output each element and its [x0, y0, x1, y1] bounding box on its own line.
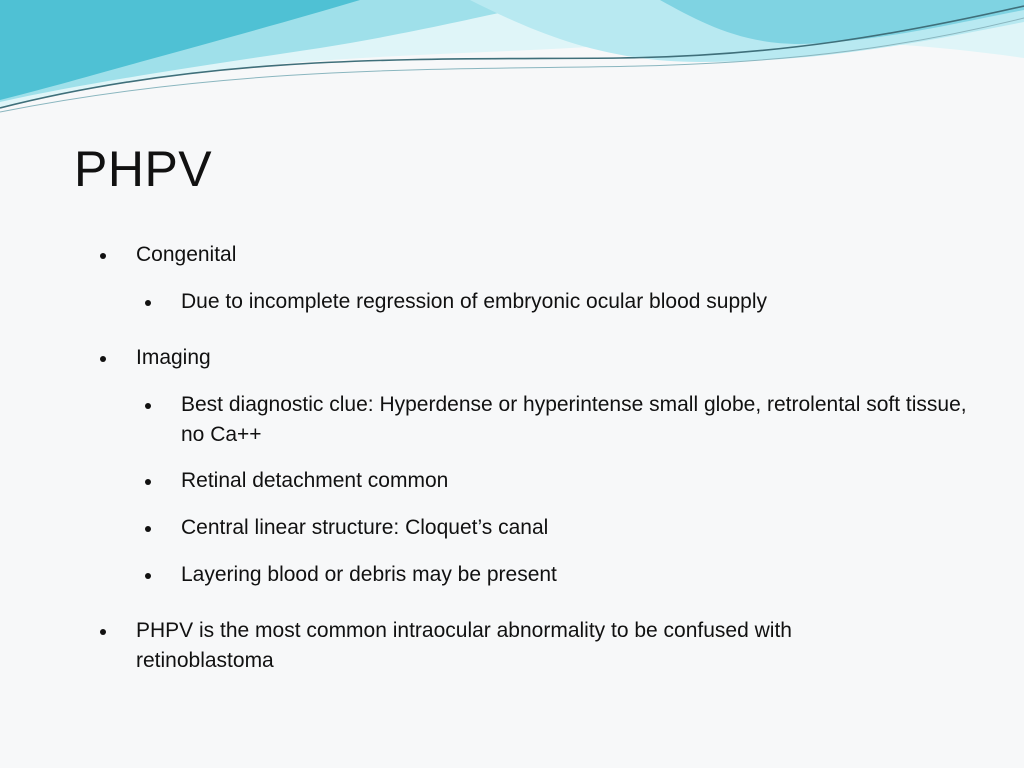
slide-title: PHPV [74, 141, 213, 197]
header-wave-decoration [0, 0, 1024, 120]
bullet-text: Imaging [136, 346, 211, 369]
bullet-dot [145, 479, 151, 485]
bullet-text: Central linear structure: Cloquet’s canal [181, 516, 549, 539]
sub-bullet-regression [181, 287, 971, 317]
bullet-dot [100, 253, 106, 259]
bullet-dot [145, 526, 151, 532]
bullet-dot [145, 573, 151, 579]
bullet-dot [145, 300, 151, 306]
sub-bullet-retinal-detachment [181, 466, 971, 496]
bullet-text: Due to incomplete regression of embryonic ocular blood supply [181, 290, 767, 313]
sub-bullet-cloquet-canal [181, 513, 971, 543]
bullet-text: Best diagnostic clue: Hyperdense or hyperintense small globe, retrolental soft tissue, no Ca++ [181, 393, 967, 446]
bullet-text: Retinal detachment common [181, 469, 449, 492]
sub-bullet-diagnostic-clue [181, 390, 971, 450]
bullet-text: Congenital [136, 243, 237, 266]
sub-bullet-layering-blood [181, 560, 971, 590]
bullet-dot [145, 403, 151, 409]
bullet-dot [100, 629, 106, 635]
bullet-confused-with-retinoblastoma [136, 616, 926, 676]
bullet-congenital [136, 240, 956, 270]
bullet-text: Layering blood or debris may be present [181, 563, 557, 586]
bullet-dot [100, 356, 106, 362]
bullet-imaging [136, 343, 956, 373]
bullet-text: PHPV is the most common intraocular abnormality to be confused with retinoblastoma [136, 619, 792, 672]
